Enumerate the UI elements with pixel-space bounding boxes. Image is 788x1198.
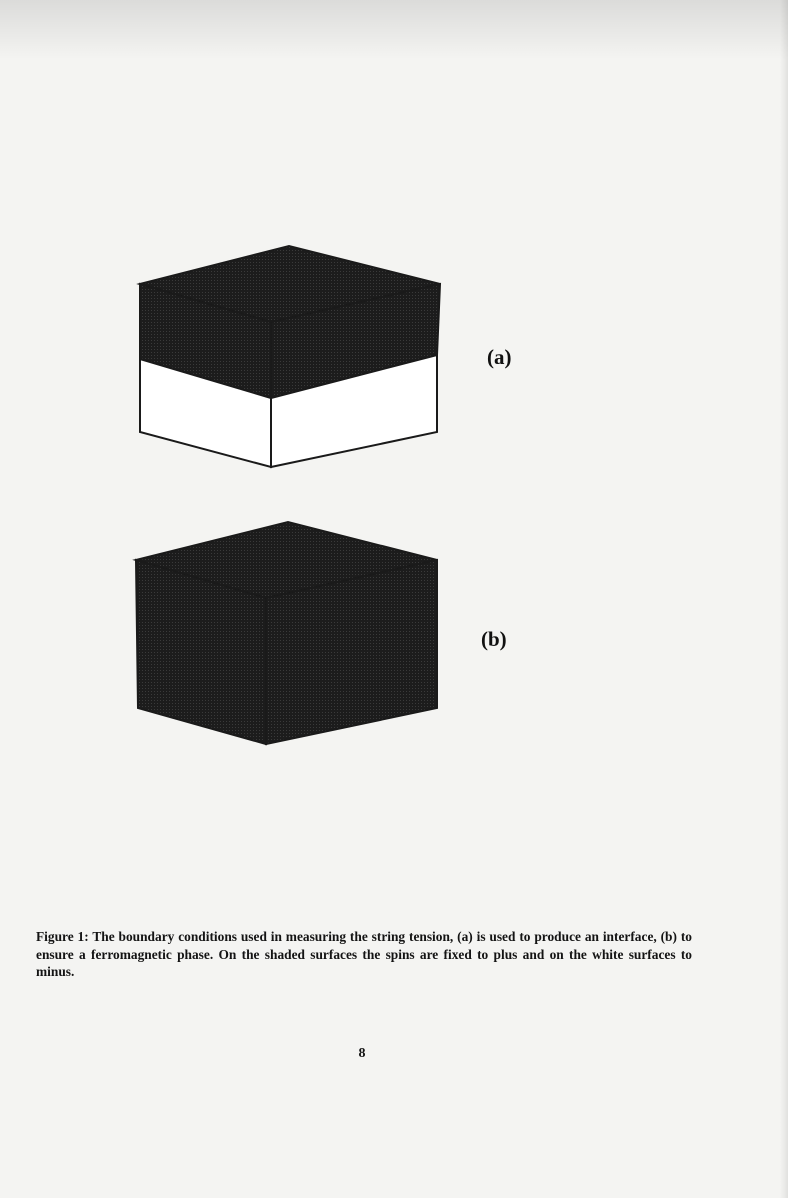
cube-b — [136, 522, 437, 744]
page-number: 8 — [358, 1046, 366, 1061]
figure-caption: Figure 1: The boundary conditions used in measuring the string tension, (a) is used to produce an interface, (b) to ensure a ferromagnetic phase. On the shaded surfaces the spins are fixed to plus and on the white surfaces to minus. — [36, 929, 692, 979]
panel-a-label: (a) — [487, 345, 512, 369]
cube-a — [140, 246, 440, 467]
panel-b-label: (b) — [481, 627, 507, 651]
